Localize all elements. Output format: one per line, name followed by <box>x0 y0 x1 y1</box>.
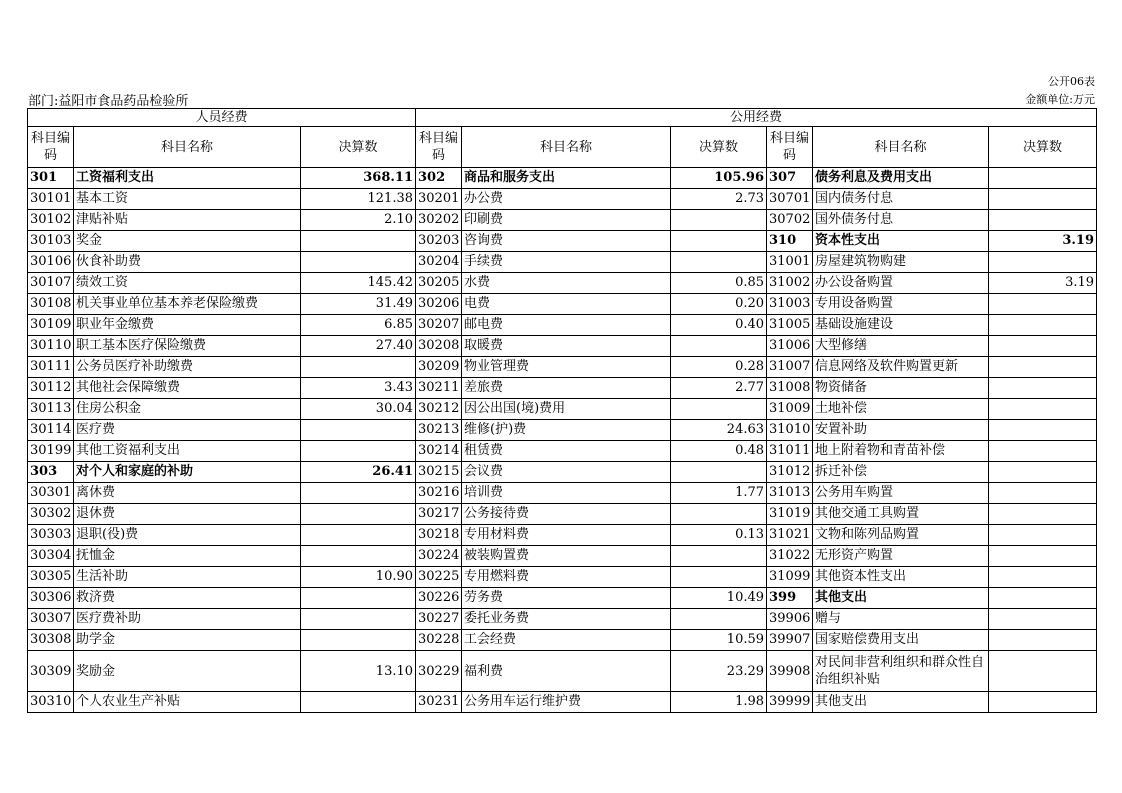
col-name-3: 科目名称 <box>813 127 989 168</box>
name-cell-2: 邮电费 <box>462 315 671 336</box>
amount-cell-2 <box>671 399 767 420</box>
col-amount-1: 决算数 <box>301 127 416 168</box>
code-cell-3: 310 <box>767 231 813 252</box>
amount-cell-1: 121.38 <box>301 189 416 210</box>
department-label: 部门:益阳市食品药品检验所 <box>28 94 189 109</box>
code-cell-3: 31013 <box>767 483 813 504</box>
code-cell-2: 30205 <box>416 273 462 294</box>
name-cell-1: 奖金 <box>74 231 301 252</box>
code-cell-1: 30308 <box>28 630 74 651</box>
name-cell-3: 基础设施建设 <box>813 315 989 336</box>
amount-cell-3 <box>989 588 1097 609</box>
table-row <box>28 525 1097 546</box>
name-cell-2: 会议费 <box>462 462 671 483</box>
amount-cell-1 <box>301 609 416 630</box>
table-row <box>28 588 1097 609</box>
code-cell-1: 30106 <box>28 252 74 273</box>
code-cell-2: 30209 <box>416 357 462 378</box>
name-cell-2: 维修(护)费 <box>462 420 671 441</box>
table-row <box>28 609 1097 630</box>
name-cell-3: 拆迁补偿 <box>813 462 989 483</box>
code-cell-3: 30702 <box>767 210 813 231</box>
code-cell-2: 30215 <box>416 462 462 483</box>
name-cell-3: 土地补偿 <box>813 399 989 420</box>
name-cell-2: 商品和服务支出 <box>462 168 671 189</box>
code-cell-3: 31022 <box>767 546 813 567</box>
table-row <box>28 294 1097 315</box>
name-cell-1: 奖励金 <box>74 651 301 692</box>
name-cell-1: 救济费 <box>74 588 301 609</box>
col-name-2: 科目名称 <box>462 127 671 168</box>
name-cell-2: 电费 <box>462 294 671 315</box>
amount-cell-2: 24.63 <box>671 420 767 441</box>
code-cell-2: 30214 <box>416 441 462 462</box>
name-cell-1: 职工基本医疗保险缴费 <box>74 336 301 357</box>
amount-cell-2 <box>671 567 767 588</box>
amount-cell-3 <box>989 483 1097 504</box>
amount-cell-1: 26.41 <box>301 462 416 483</box>
name-cell-3: 大型修缮 <box>813 336 989 357</box>
code-cell-3: 31019 <box>767 504 813 525</box>
name-cell-2: 差旅费 <box>462 378 671 399</box>
code-cell-3: 31003 <box>767 294 813 315</box>
code-cell-2: 30207 <box>416 315 462 336</box>
name-cell-3: 其他支出 <box>813 692 989 713</box>
code-cell-2: 30225 <box>416 567 462 588</box>
col-amount-3: 决算数 <box>989 127 1097 168</box>
name-cell-2: 因公出国(境)费用 <box>462 399 671 420</box>
code-cell-3: 39907 <box>767 630 813 651</box>
table-row <box>28 420 1097 441</box>
code-cell-3: 31001 <box>767 252 813 273</box>
name-cell-1: 基本工资 <box>74 189 301 210</box>
name-cell-1: 其他社会保障缴费 <box>74 378 301 399</box>
amount-cell-2: 2.77 <box>671 378 767 399</box>
name-cell-2: 被装购置费 <box>462 546 671 567</box>
code-cell-3: 31007 <box>767 357 813 378</box>
name-cell-1: 机关事业单位基本养老保险缴费 <box>74 294 301 315</box>
table-row <box>28 441 1097 462</box>
name-cell-1: 绩效工资 <box>74 273 301 294</box>
table-row <box>28 567 1097 588</box>
amount-cell-1 <box>301 630 416 651</box>
amount-cell-3 <box>989 567 1097 588</box>
name-cell-1: 伙食补助费 <box>74 252 301 273</box>
code-cell-2: 30231 <box>416 692 462 713</box>
table-row <box>28 692 1097 713</box>
amount-cell-3 <box>989 315 1097 336</box>
code-cell-2: 30202 <box>416 210 462 231</box>
name-cell-2: 公务用车运行维护费 <box>462 692 671 713</box>
code-cell-1: 30307 <box>28 609 74 630</box>
name-cell-3: 公务用车购置 <box>813 483 989 504</box>
name-cell-3: 无形资产购置 <box>813 546 989 567</box>
code-cell-3: 31006 <box>767 336 813 357</box>
amount-cell-2: 0.48 <box>671 441 767 462</box>
amount-cell-2 <box>671 231 767 252</box>
name-cell-3: 文物和陈列品购置 <box>813 525 989 546</box>
name-cell-2: 公务接待费 <box>462 504 671 525</box>
code-cell-3: 31008 <box>767 378 813 399</box>
col-code-2: 科目编码 <box>416 127 462 168</box>
amount-cell-3 <box>989 462 1097 483</box>
amount-cell-1: 145.42 <box>301 273 416 294</box>
code-cell-1: 30302 <box>28 504 74 525</box>
code-cell-3: 31005 <box>767 315 813 336</box>
name-cell-2: 印刷费 <box>462 210 671 231</box>
amount-cell-3 <box>989 189 1097 210</box>
code-cell-3: 31012 <box>767 462 813 483</box>
amount-cell-2: 0.13 <box>671 525 767 546</box>
code-cell-3: 399 <box>767 588 813 609</box>
name-cell-3: 物资储备 <box>813 378 989 399</box>
name-cell-2: 物业管理费 <box>462 357 671 378</box>
amount-cell-1: 368.11 <box>301 168 416 189</box>
amount-cell-3 <box>989 441 1097 462</box>
name-cell-3: 债务利息及费用支出 <box>813 168 989 189</box>
name-cell-2: 水费 <box>462 273 671 294</box>
amount-cell-3 <box>989 378 1097 399</box>
table-row <box>28 189 1097 210</box>
code-cell-1: 30310 <box>28 692 74 713</box>
code-cell-1: 30309 <box>28 651 74 692</box>
table-row <box>28 399 1097 420</box>
name-cell-3: 信息网络及软件购置更新 <box>813 357 989 378</box>
amount-cell-1: 30.04 <box>301 399 416 420</box>
amount-cell-1: 13.10 <box>301 651 416 692</box>
table-row <box>28 336 1097 357</box>
code-cell-3: 31002 <box>767 273 813 294</box>
table-row <box>28 483 1097 504</box>
name-cell-2: 专用燃料费 <box>462 567 671 588</box>
name-cell-2: 福利费 <box>462 651 671 692</box>
table-row <box>28 504 1097 525</box>
amount-cell-3: 3.19 <box>989 273 1097 294</box>
table-row <box>28 651 1097 692</box>
code-cell-2: 30226 <box>416 588 462 609</box>
code-cell-1: 301 <box>28 168 74 189</box>
table-row <box>28 630 1097 651</box>
name-cell-1: 离休费 <box>74 483 301 504</box>
amount-cell-3 <box>989 525 1097 546</box>
amount-cell-3 <box>989 420 1097 441</box>
amount-cell-1 <box>301 441 416 462</box>
code-cell-1: 30114 <box>28 420 74 441</box>
name-cell-3: 资本性支出 <box>813 231 989 252</box>
name-cell-1: 对个人和家庭的补助 <box>74 462 301 483</box>
name-cell-2: 租赁费 <box>462 441 671 462</box>
name-cell-1: 住房公积金 <box>74 399 301 420</box>
code-cell-2: 30211 <box>416 378 462 399</box>
amount-cell-1 <box>301 588 416 609</box>
amount-cell-1 <box>301 483 416 504</box>
col-amount-2: 决算数 <box>671 127 767 168</box>
code-cell-2: 30227 <box>416 609 462 630</box>
code-cell-1: 30304 <box>28 546 74 567</box>
amount-cell-3 <box>989 399 1097 420</box>
name-cell-2: 咨询费 <box>462 231 671 252</box>
table-row <box>28 252 1097 273</box>
amount-cell-1 <box>301 252 416 273</box>
name-cell-1: 职业年金缴费 <box>74 315 301 336</box>
name-cell-3: 安置补助 <box>813 420 989 441</box>
amount-cell-1 <box>301 546 416 567</box>
amount-cell-3: 3.19 <box>989 231 1097 252</box>
code-cell-1: 30108 <box>28 294 74 315</box>
amount-cell-3 <box>989 609 1097 630</box>
amount-cell-2: 0.40 <box>671 315 767 336</box>
amount-cell-1: 6.85 <box>301 315 416 336</box>
code-cell-2: 30213 <box>416 420 462 441</box>
code-cell-2: 30203 <box>416 231 462 252</box>
col-name-1: 科目名称 <box>74 127 301 168</box>
code-cell-1: 30199 <box>28 441 74 462</box>
name-cell-2: 专用材料费 <box>462 525 671 546</box>
code-cell-1: 30109 <box>28 315 74 336</box>
column-header-row <box>28 127 1097 168</box>
code-cell-3: 31099 <box>767 567 813 588</box>
table-row <box>28 210 1097 231</box>
code-cell-2: 30212 <box>416 399 462 420</box>
amount-cell-3 <box>989 630 1097 651</box>
name-cell-2: 劳务费 <box>462 588 671 609</box>
name-cell-2: 委托业务费 <box>462 609 671 630</box>
name-cell-1: 公务员医疗补助缴费 <box>74 357 301 378</box>
amount-cell-2: 2.73 <box>671 189 767 210</box>
amount-cell-1 <box>301 692 416 713</box>
table-row <box>28 462 1097 483</box>
code-cell-2: 30228 <box>416 630 462 651</box>
amount-cell-1: 2.10 <box>301 210 416 231</box>
name-cell-2: 办公费 <box>462 189 671 210</box>
amount-cell-1: 10.90 <box>301 567 416 588</box>
table-row <box>28 315 1097 336</box>
name-cell-2: 手续费 <box>462 252 671 273</box>
name-cell-1: 生活补助 <box>74 567 301 588</box>
code-cell-1: 30112 <box>28 378 74 399</box>
code-cell-3: 307 <box>767 168 813 189</box>
amount-cell-2 <box>671 462 767 483</box>
name-cell-1: 工资福利支出 <box>74 168 301 189</box>
code-cell-2: 30201 <box>416 189 462 210</box>
code-cell-3: 31011 <box>767 441 813 462</box>
amount-cell-3 <box>989 504 1097 525</box>
code-cell-3: 39999 <box>767 692 813 713</box>
amount-cell-2: 23.29 <box>671 651 767 692</box>
code-cell-1: 30301 <box>28 483 74 504</box>
name-cell-3: 房屋建筑物购建 <box>813 252 989 273</box>
amount-cell-2: 1.77 <box>671 483 767 504</box>
name-cell-3: 国内债务付息 <box>813 189 989 210</box>
expenditure-table <box>27 108 1097 713</box>
amount-cell-1: 31.49 <box>301 294 416 315</box>
table-row <box>28 273 1097 294</box>
amount-cell-2: 0.20 <box>671 294 767 315</box>
code-cell-1: 30305 <box>28 567 74 588</box>
amount-cell-2: 0.28 <box>671 357 767 378</box>
col-code-3: 科目编码 <box>767 127 813 168</box>
code-cell-1: 30111 <box>28 357 74 378</box>
code-cell-3: 39906 <box>767 609 813 630</box>
code-cell-2: 30229 <box>416 651 462 692</box>
code-cell-2: 30218 <box>416 525 462 546</box>
col-code-1: 科目编码 <box>28 127 74 168</box>
name-cell-1: 医疗费补助 <box>74 609 301 630</box>
amount-cell-2: 10.59 <box>671 630 767 651</box>
code-cell-1: 30102 <box>28 210 74 231</box>
name-cell-3: 其他交通工具购置 <box>813 504 989 525</box>
name-cell-3: 办公设备购置 <box>813 273 989 294</box>
amount-cell-3 <box>989 357 1097 378</box>
code-cell-3: 39908 <box>767 651 813 692</box>
name-cell-2: 培训费 <box>462 483 671 504</box>
amount-cell-3 <box>989 651 1097 692</box>
amount-cell-3 <box>989 294 1097 315</box>
table-row <box>28 378 1097 399</box>
amount-cell-1 <box>301 504 416 525</box>
code-cell-2: 30204 <box>416 252 462 273</box>
code-cell-1: 30303 <box>28 525 74 546</box>
amount-cell-3 <box>989 692 1097 713</box>
amount-cell-3 <box>989 210 1097 231</box>
name-cell-3: 对民间非营利组织和群众性自治组织补贴 <box>813 651 989 692</box>
code-cell-3: 31009 <box>767 399 813 420</box>
name-cell-3: 专用设备购置 <box>813 294 989 315</box>
amount-cell-1: 3.43 <box>301 378 416 399</box>
code-cell-2: 30224 <box>416 546 462 567</box>
amount-cell-3 <box>989 168 1097 189</box>
amount-cell-2: 105.96 <box>671 168 767 189</box>
code-cell-2: 30206 <box>416 294 462 315</box>
table-row <box>28 168 1097 189</box>
amount-cell-1: 27.40 <box>301 336 416 357</box>
code-cell-2: 30217 <box>416 504 462 525</box>
amount-cell-2: 1.98 <box>671 692 767 713</box>
code-cell-1: 30103 <box>28 231 74 252</box>
code-cell-1: 30107 <box>28 273 74 294</box>
code-cell-1: 30306 <box>28 588 74 609</box>
section-header-row <box>28 109 1097 127</box>
code-cell-3: 30701 <box>767 189 813 210</box>
amount-cell-1 <box>301 525 416 546</box>
amount-cell-2 <box>671 252 767 273</box>
name-cell-1: 助学金 <box>74 630 301 651</box>
name-cell-1: 抚恤金 <box>74 546 301 567</box>
amount-cell-2 <box>671 546 767 567</box>
code-cell-2: 302 <box>416 168 462 189</box>
code-cell-1: 303 <box>28 462 74 483</box>
section-personnel: 人员经费 <box>28 109 416 127</box>
amount-cell-2 <box>671 609 767 630</box>
name-cell-3: 赠与 <box>813 609 989 630</box>
name-cell-1: 退职(役)费 <box>74 525 301 546</box>
name-cell-3: 其他资本性支出 <box>813 567 989 588</box>
code-cell-2: 30216 <box>416 483 462 504</box>
name-cell-1: 退休费 <box>74 504 301 525</box>
table-row <box>28 546 1097 567</box>
code-cell-3: 31010 <box>767 420 813 441</box>
amount-unit: 金额单位:万元 <box>1025 93 1095 106</box>
name-cell-3: 地上附着物和青苗补偿 <box>813 441 989 462</box>
name-cell-1: 个人农业生产补贴 <box>74 692 301 713</box>
name-cell-2: 取暖费 <box>462 336 671 357</box>
amount-cell-2 <box>671 336 767 357</box>
name-cell-1: 津贴补贴 <box>74 210 301 231</box>
amount-cell-2: 0.85 <box>671 273 767 294</box>
name-cell-2: 工会经费 <box>462 630 671 651</box>
code-cell-1: 30113 <box>28 399 74 420</box>
form-number: 公开06表 <box>1048 75 1095 88</box>
amount-cell-2 <box>671 210 767 231</box>
name-cell-1: 医疗费 <box>74 420 301 441</box>
amount-cell-3 <box>989 546 1097 567</box>
table-row <box>28 357 1097 378</box>
amount-cell-1 <box>301 231 416 252</box>
name-cell-3: 其他支出 <box>813 588 989 609</box>
name-cell-3: 国外债务付息 <box>813 210 989 231</box>
code-cell-1: 30101 <box>28 189 74 210</box>
name-cell-3: 国家赔偿费用支出 <box>813 630 989 651</box>
amount-cell-2 <box>671 504 767 525</box>
amount-cell-3 <box>989 336 1097 357</box>
amount-cell-3 <box>989 252 1097 273</box>
amount-cell-1 <box>301 357 416 378</box>
section-public: 公用经费 <box>416 109 1097 127</box>
name-cell-1: 其他工资福利支出 <box>74 441 301 462</box>
table-row <box>28 231 1097 252</box>
code-cell-3: 31021 <box>767 525 813 546</box>
amount-cell-1 <box>301 420 416 441</box>
amount-cell-2: 10.49 <box>671 588 767 609</box>
code-cell-1: 30110 <box>28 336 74 357</box>
code-cell-2: 30208 <box>416 336 462 357</box>
